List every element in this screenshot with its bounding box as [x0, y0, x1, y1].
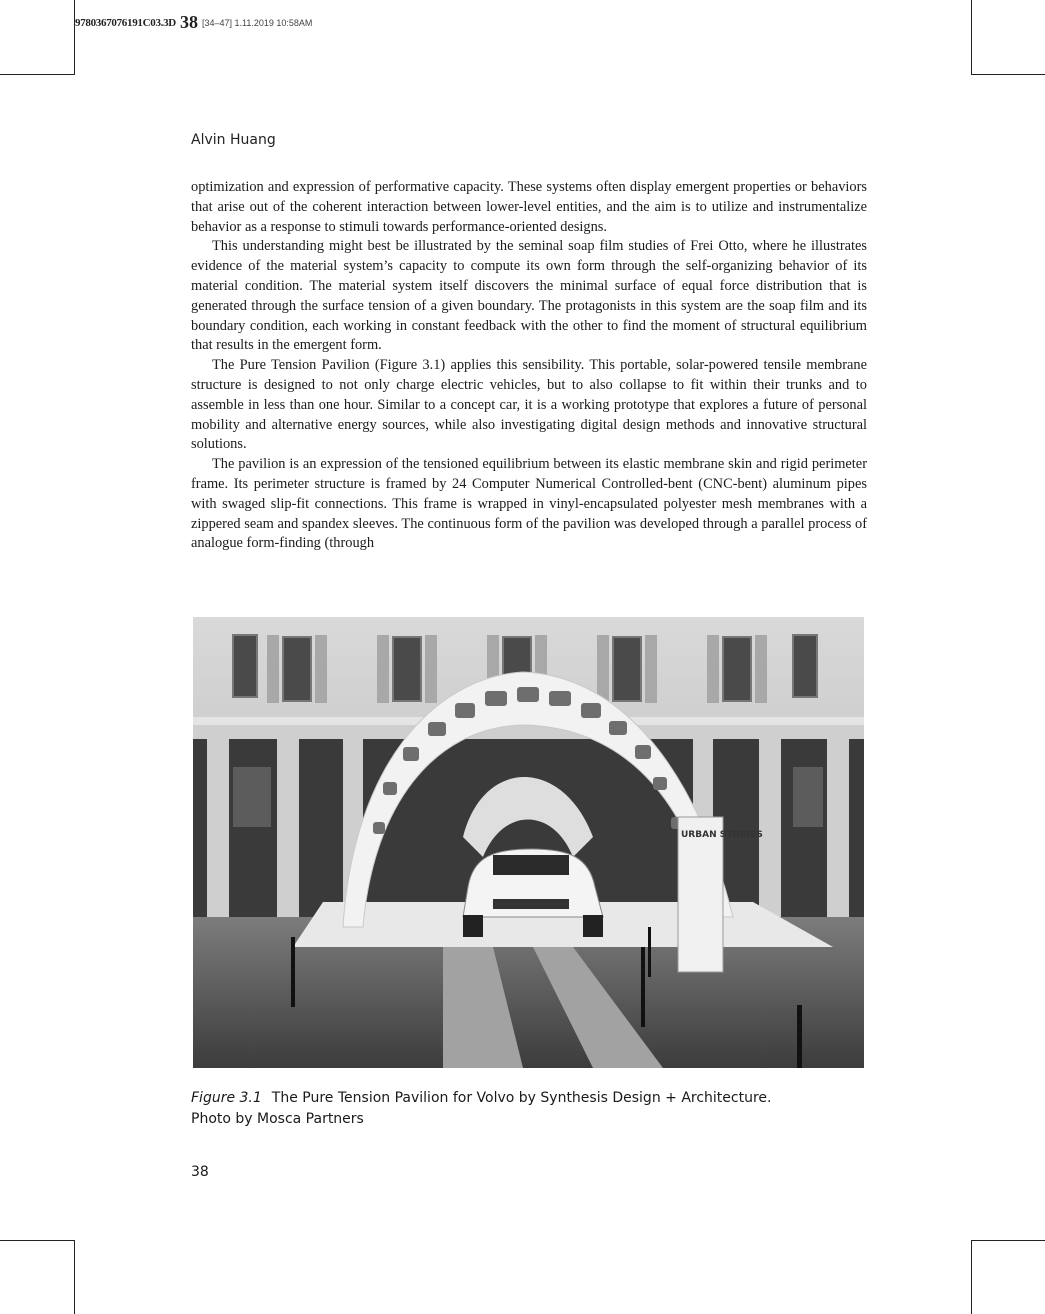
figure-caption	[191, 1088, 867, 1130]
paragraph: The pavilion is an expression of the tensioned equilibrium between its elastic membrane skin and rigid perimeter frame. Its perimeter structure is framed by 24 Computer Numerical Controlled-bent (CNC-bent) aluminum pipes with swaged slip-fit connections. This frame is wrapped in vinyl-encapsulated polyester mesh membranes with a zippered seam and spandex sleeves. The continuous form of the pavilion was developed through a parallel process of analogue form-finding (through	[191, 456, 867, 552]
caption-line-2: Photo by Mosca Partners	[191, 1111, 364, 1127]
figure-label: Figure 3.1	[191, 1090, 262, 1106]
page-number: 38	[191, 1164, 209, 1180]
figure-photo	[193, 617, 864, 1068]
paragraph: This understanding might best be illustrated by the seminal soap film studies of Frei Otto, where he illustrates evidence of the material system’s capacity to compute its own form through the self-organizing behavior of its material condition. The material system itself discovers the minimal surface of equal force distribution that is generated through the surface tension of a given boundary. The protagonists in this system are the soap film and its boundary condition, each working in constant feedback with the other to find the moment of structural equilibrium that results in the emergent form.	[191, 238, 867, 354]
running-head: Alvin Huang	[191, 132, 276, 148]
crop-mark	[74, 0, 75, 75]
printer-slug	[75, 13, 312, 32]
crop-mark	[971, 1240, 972, 1314]
crop-mark	[971, 0, 972, 75]
sign-text: URBAN STORIES	[681, 830, 763, 840]
body-text	[191, 178, 867, 554]
crop-mark	[971, 1240, 1045, 1241]
crop-mark	[0, 1240, 74, 1241]
slug-page-number: 38	[179, 12, 198, 32]
crop-mark	[74, 1240, 75, 1314]
slug-meta: [34–47] 1.11.2019 10:58AM	[201, 18, 313, 28]
paragraph: The Pure Tension Pavilion (Figure 3.1) applies this sensibility. This portable, solar-powered tensile membrane structure is designed to not only charge electric vehicles, but to also collapse to fit within their trunks and to assemble in less than one hour. Similar to a concept car, it is a working prototype that explores a future of personal mobility and alternative energy sources, while also investigating digital design methods and innovative structural solutions.	[191, 357, 867, 453]
crop-mark	[971, 74, 1045, 75]
caption-line-1	[191, 1088, 867, 1109]
slug-file-code: 9780367076191C03.3D	[75, 17, 176, 29]
pavilion-photo	[193, 617, 864, 1068]
crop-mark	[0, 74, 74, 75]
caption-text: The Pure Tension Pavilion for Volvo by Synthesis Design + Architecture.	[271, 1090, 772, 1106]
paragraph: optimization and expression of performative capacity. These systems often display emergent properties or behaviors that arise out of the coherent interaction between lower-level entities, and the aim is to utilize and instrumentalize behavior as a response to stimuli towards performance-oriented designs.	[191, 179, 867, 235]
